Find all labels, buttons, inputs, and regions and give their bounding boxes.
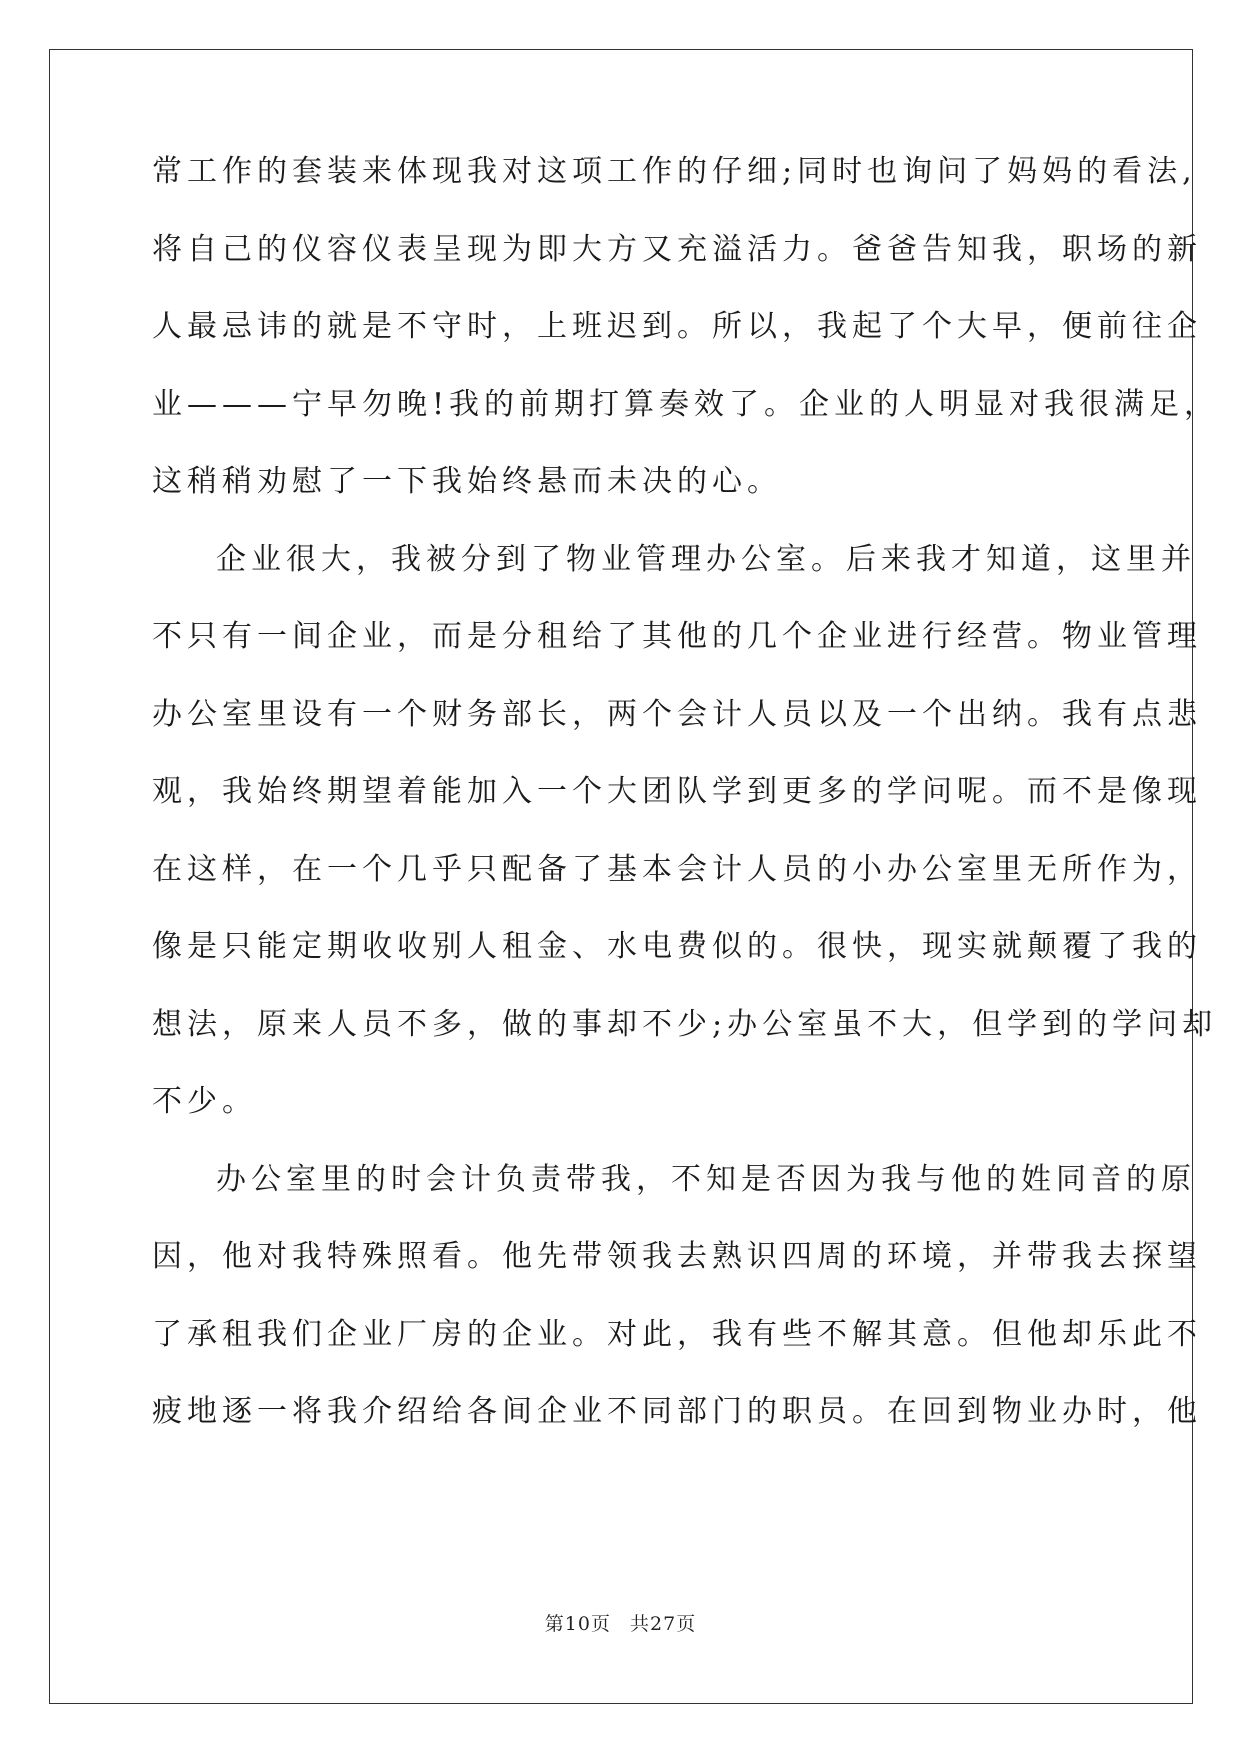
document-body xyxy=(152,154,1220,1472)
total-pages: 共27页 xyxy=(630,1613,697,1635)
text-line: 常工作的套装来体现我对这项工作的仔细;同时也询问了妈妈的看法, xyxy=(152,154,1197,189)
text-line: 不只有一间企业，而是分租给了其他的几个企业进行经营。物业管理 xyxy=(152,619,1202,654)
text-line: 疲地逐一将我介绍给各间企业不同部门的职员。在回到物业办时，他 xyxy=(152,1394,1202,1429)
paragraph-start-line: 企业很大，我被分到了物业管理办公室。后来我才知道，这里并 xyxy=(216,541,1196,577)
text-line: 业———宁早勿晚!我的前期打算奏效了。企业的人明显对我很满足， xyxy=(152,386,1220,422)
text-line: 不少。 xyxy=(152,1084,257,1119)
text-line: 想法，原来人员不多，做的事却不少;办公室虽不大，但学到的学问却 xyxy=(152,1006,1218,1042)
page-footer xyxy=(0,1612,1241,1636)
text-line: 像是只能定期收收别人租金、水电费似的。很快，现实就颠覆了我的 xyxy=(152,929,1202,964)
text-line: 观，我始终期望着能加入一个大团队学到更多的学问呢。而不是像现 xyxy=(152,774,1202,809)
text-line: 这稍稍劝慰了一下我始终悬而未决的心。 xyxy=(152,464,782,499)
paragraph-start-line: 办公室里的时会计负责带我，不知是否因为我与他的姓同音的原 xyxy=(216,1161,1196,1197)
text-line: 因，他对我特殊照看。他先带领我去熟识四周的环境，并带我去探望 xyxy=(152,1239,1202,1274)
text-line: 人最忌讳的就是不守时，上班迟到。所以，我起了个大早，便前往企 xyxy=(152,309,1202,344)
page-number: 第10页 xyxy=(544,1613,611,1635)
text-line: 在这样，在一个几乎只配备了基本会计人员的小办公室里无所作为， xyxy=(152,851,1202,887)
text-line: 将自己的仪容仪表呈现为即大方又充溢活力。爸爸告知我，职场的新 xyxy=(152,231,1202,267)
text-line: 办公室里设有一个财务部长，两个会计人员以及一个出纳。我有点悲 xyxy=(152,696,1202,732)
text-line: 了承租我们企业厂房的企业。对此，我有些不解其意。但他却乐此不 xyxy=(152,1316,1202,1352)
